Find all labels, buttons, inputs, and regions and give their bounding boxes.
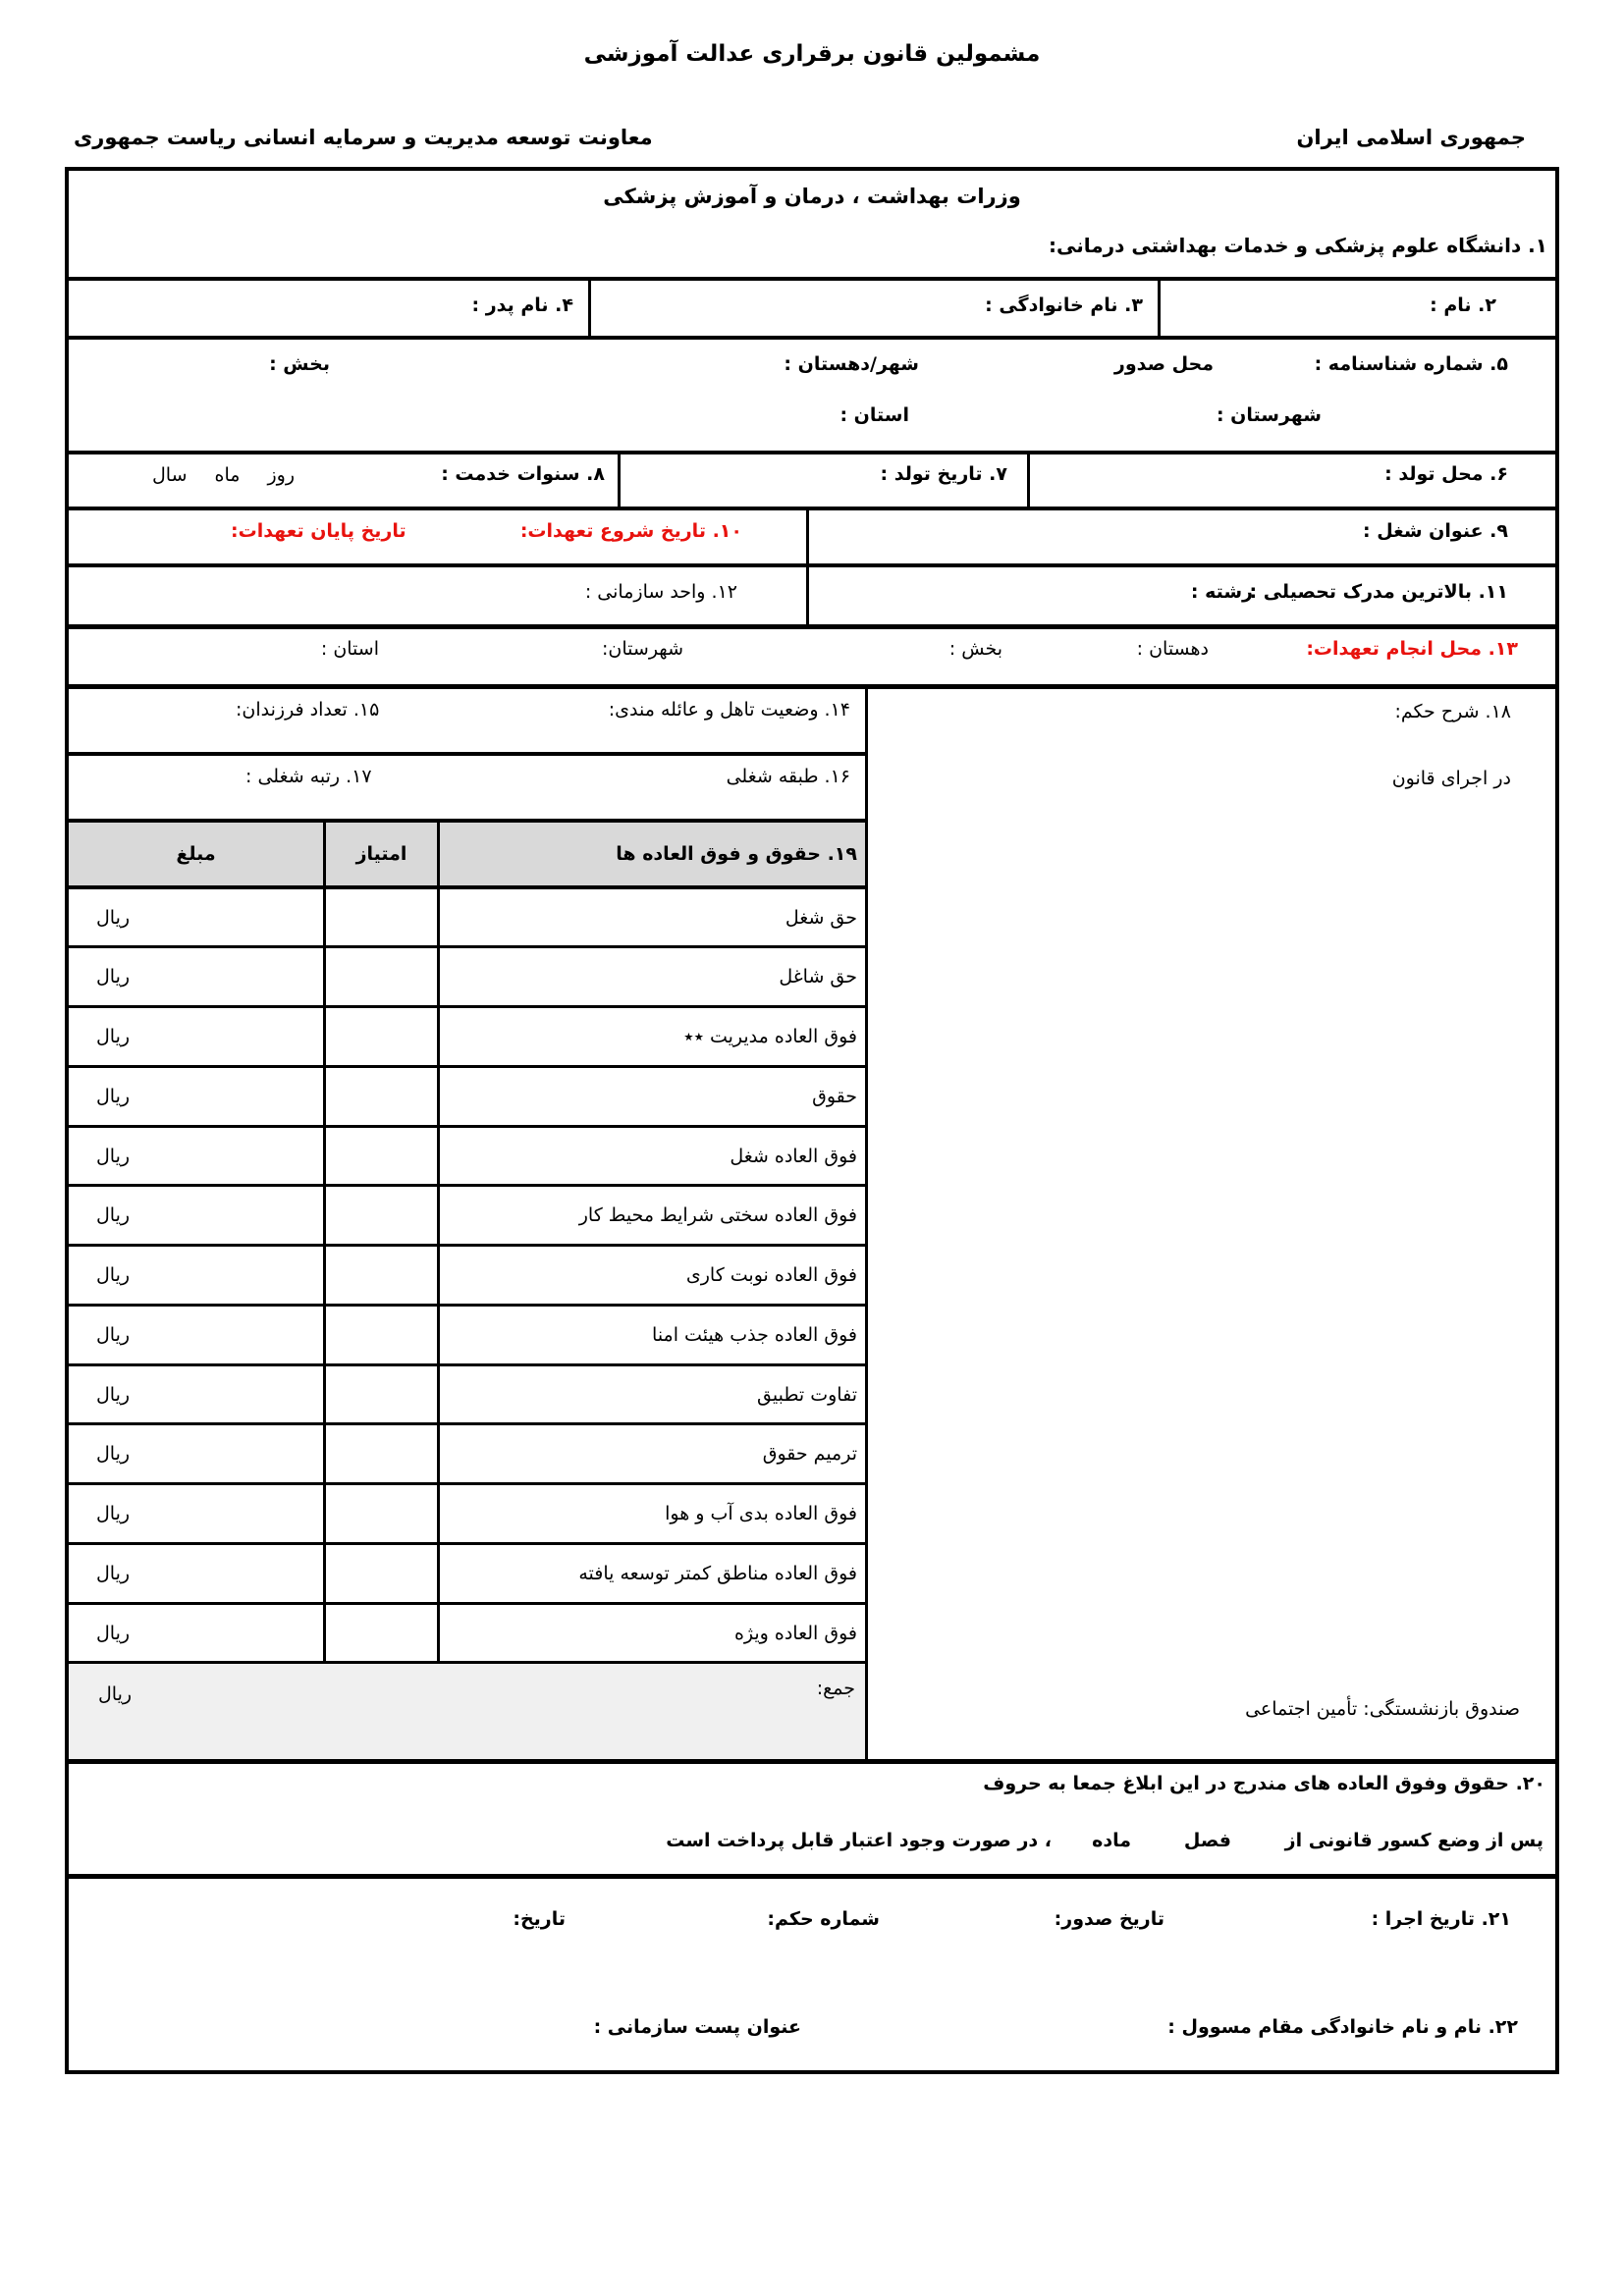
salary-row-label: حق شغل [785, 906, 857, 929]
salary-table-header [69, 823, 865, 889]
score-column-header: امتیاز [323, 823, 440, 885]
degree-field-label: ۱۱. بالاترین مدرک تحصیلی : [1249, 581, 1508, 603]
amount-cell [69, 1008, 323, 1065]
salary-row [69, 1247, 865, 1307]
salary-row-label: فوق العاده بدی آب و هوا [665, 1503, 857, 1525]
salary-row-label: فوق العاده جذب هیئت امنا [652, 1323, 857, 1346]
decree-number-field-label: شماره حکم: [767, 1908, 880, 1930]
pension-fund-label: صندوق بازنشستگی: تأمین اجتماعی [1245, 1698, 1520, 1720]
job-title-field-label: ۹. عنوان شغل : [1362, 520, 1508, 542]
name-field-label: ۲. نام : [1430, 294, 1496, 316]
org-unit-field-label: ۱۲. واحد سازمانی : [584, 581, 737, 603]
post-title-field-label: عنوان پست سازمانی : [593, 2016, 801, 2038]
day-label: روز [267, 464, 295, 486]
salary-row [69, 1605, 865, 1665]
district-label: بخش : [269, 353, 330, 375]
score-cell [323, 1247, 440, 1304]
amount-cell [69, 1485, 323, 1542]
id-number-field-label: ۵. شماره شناسنامه : [1314, 353, 1508, 375]
salary-row-label: فوق العاده مدیریت ٭٭ [683, 1026, 857, 1048]
day-month-year-labels [152, 464, 295, 486]
amount-cell [69, 948, 323, 1005]
execution-date-field-label: ۲۱. تاریخ اجرا : [1371, 1908, 1511, 1930]
salary-row [69, 1128, 865, 1188]
commitment-village-label: دهستان : [1136, 638, 1209, 660]
score-cell [323, 889, 440, 946]
birth-date-field-label: ۷. تاریخ تولد : [880, 463, 1007, 485]
currency-label: ریال [96, 1323, 131, 1346]
score-cell [323, 1605, 440, 1662]
score-cell [323, 1425, 440, 1482]
divider [69, 563, 1555, 567]
score-cell [323, 1545, 440, 1602]
currency-label: ریال [98, 1683, 133, 1706]
salary-row [69, 1187, 865, 1247]
salary-row [69, 948, 865, 1008]
responsible-official-field-label: ۲۲. نام و نام خانوادگی مقام مسوول : [1167, 2016, 1518, 2038]
chapter-label: فصل [1183, 1830, 1231, 1851]
divider [69, 684, 1555, 689]
amount-cell [69, 1366, 323, 1423]
city-village-label: شهر/دهستان : [784, 353, 919, 375]
commitment-district-label: بخش : [948, 638, 1002, 660]
job-class-field-label: ۱۶. طبقه شغلی [726, 766, 850, 787]
salary-row-label: فوق العاده ویژه [733, 1622, 857, 1644]
score-cell [323, 1068, 440, 1125]
commitment-end-date-label: تاریخ پایان تعهدات: [231, 520, 406, 542]
university-field-label: ۱. دانشگاه علوم پزشکی و خدمات بهداشتی درمانی: [1049, 234, 1547, 257]
score-cell [323, 1485, 440, 1542]
amount-cell [69, 1545, 323, 1602]
amount-cell [69, 889, 323, 946]
salary-row-label: حق شاغل [779, 966, 857, 988]
commitment-county-label: شهرستان: [602, 638, 683, 660]
score-cell [323, 1366, 440, 1423]
salary-row [69, 1366, 865, 1426]
divider [69, 277, 1555, 281]
issue-place-label: محل صدور [1113, 353, 1214, 375]
date-field-label: تاریخ: [513, 1908, 566, 1930]
decree-description-label: ۱۸. شرح حکم: [1394, 701, 1511, 722]
commitment-start-date-label: ۱۰. تاریخ شروع تعهدات: [519, 520, 742, 542]
column-divider [865, 684, 868, 1764]
form-box [65, 167, 1559, 2074]
currency-label: ریال [96, 1383, 131, 1406]
divider [1027, 451, 1030, 510]
divider [69, 624, 1555, 629]
ministry-title: وزرات بهداشت ، درمان و آموزش پزشکی [603, 185, 1021, 208]
major-field-label: رشته : [1190, 581, 1253, 603]
amount-column-header: مبلغ [176, 842, 216, 865]
score-cell [323, 1187, 440, 1244]
salary-row [69, 1008, 865, 1068]
divider [69, 451, 1555, 454]
total-in-words-label: ۲۰. حقوق وفوق العاده های مندرج در این ابلاغ جمعا به حروف [983, 1773, 1545, 1794]
salary-row [69, 1545, 865, 1605]
amount-cell [69, 1605, 323, 1662]
payable-note-label: ، در صورت وجود اعتبار قابل پرداخت است [666, 1830, 1052, 1851]
currency-label: ریال [96, 1562, 131, 1584]
currency-label: ریال [96, 966, 131, 988]
currency-label: ریال [96, 1264, 131, 1287]
currency-label: ریال [96, 1443, 131, 1466]
month-label: ماه [214, 464, 241, 486]
family-name-field-label: ۳. نام خانوادگی : [985, 294, 1143, 316]
salary-row-label: فوق العاده شغل [730, 1145, 857, 1167]
divider [69, 752, 865, 756]
marital-status-field-label: ۱۴. وضعیت تاهل و عائله مندی: [608, 699, 850, 721]
amount-cell [69, 1425, 323, 1482]
year-label: سال [152, 464, 188, 486]
law-execution-text: در اجرای قانون [1391, 768, 1511, 789]
children-count-field-label: ۱۵. تعداد فرزندان: [236, 699, 380, 721]
deputy-label: معاونت توسعه مدیریت و سرمایه انسانی ریاست جمهوری [74, 126, 653, 149]
salary-row [69, 1068, 865, 1128]
salary-row-label: فوق العاده سختی شرایط محیط کار [578, 1204, 857, 1227]
salary-row-label: حقوق [812, 1085, 857, 1107]
republic-label: جمهوری اسلامی ایران [1296, 126, 1526, 149]
salary-row-label: تفاوت تطبیق [757, 1383, 857, 1406]
salary-header-label: ۱۹. حقوق و فوق العاده ها [616, 842, 857, 865]
score-cell [323, 1307, 440, 1363]
currency-label: ریال [96, 1204, 131, 1227]
currency-label: ریال [96, 906, 131, 929]
after-deduction-label: پس از وضع کسور قانونی از [1284, 1830, 1543, 1851]
score-cell [323, 1008, 440, 1065]
salary-row [69, 1307, 865, 1366]
divider [806, 507, 809, 629]
commitment-place-label: ۱۳. محل انجام تعهدات: [1306, 638, 1518, 660]
divider [618, 451, 621, 510]
job-rank-field-label: ۱۷. رتبه شغلی : [245, 766, 372, 787]
currency-label: ریال [96, 1085, 131, 1107]
amount-cell [69, 1247, 323, 1304]
salary-row [69, 1485, 865, 1545]
salary-row-label: ترمیم حقوق [762, 1443, 857, 1466]
divider [69, 336, 1555, 340]
currency-label: ریال [96, 1145, 131, 1167]
currency-label: ریال [96, 1622, 131, 1644]
issue-date-field-label: تاریخ صدور: [1054, 1908, 1164, 1930]
salary-total-row [69, 1664, 865, 1759]
salary-row [69, 889, 865, 949]
currency-label: ریال [96, 1026, 131, 1048]
total-label: جمع: [816, 1678, 855, 1700]
score-cell [323, 948, 440, 1005]
page-title: مشمولین قانون برقراری عدالت آموزشی [583, 41, 1041, 67]
province-label: استان : [839, 404, 909, 426]
amount-cell [69, 1068, 323, 1125]
commitment-province-label: استان : [320, 638, 379, 660]
amount-cell [69, 1128, 323, 1185]
divider [69, 507, 1555, 510]
salary-row-label: فوق العاده نوبت کاری [685, 1264, 857, 1287]
divider [1158, 277, 1161, 340]
service-years-field-label: ۸. سنوات خدمت : [441, 463, 605, 485]
score-cell [323, 1128, 440, 1185]
birth-place-field-label: ۶. محل تولد : [1384, 463, 1508, 485]
amount-cell [69, 1307, 323, 1363]
currency-label: ریال [96, 1503, 131, 1525]
article-label: ماده [1092, 1830, 1131, 1851]
salary-row [69, 1425, 865, 1485]
divider [69, 1874, 1555, 1879]
divider [69, 1759, 1555, 1764]
salary-table [69, 819, 865, 1759]
amount-cell [69, 1187, 323, 1244]
county-label: شهرستان : [1216, 404, 1322, 426]
salary-row-label: فوق العاده مناطق کمتر توسعه یافته [578, 1562, 857, 1584]
father-name-field-label: ۴. نام پدر : [471, 294, 573, 316]
divider [588, 277, 591, 340]
